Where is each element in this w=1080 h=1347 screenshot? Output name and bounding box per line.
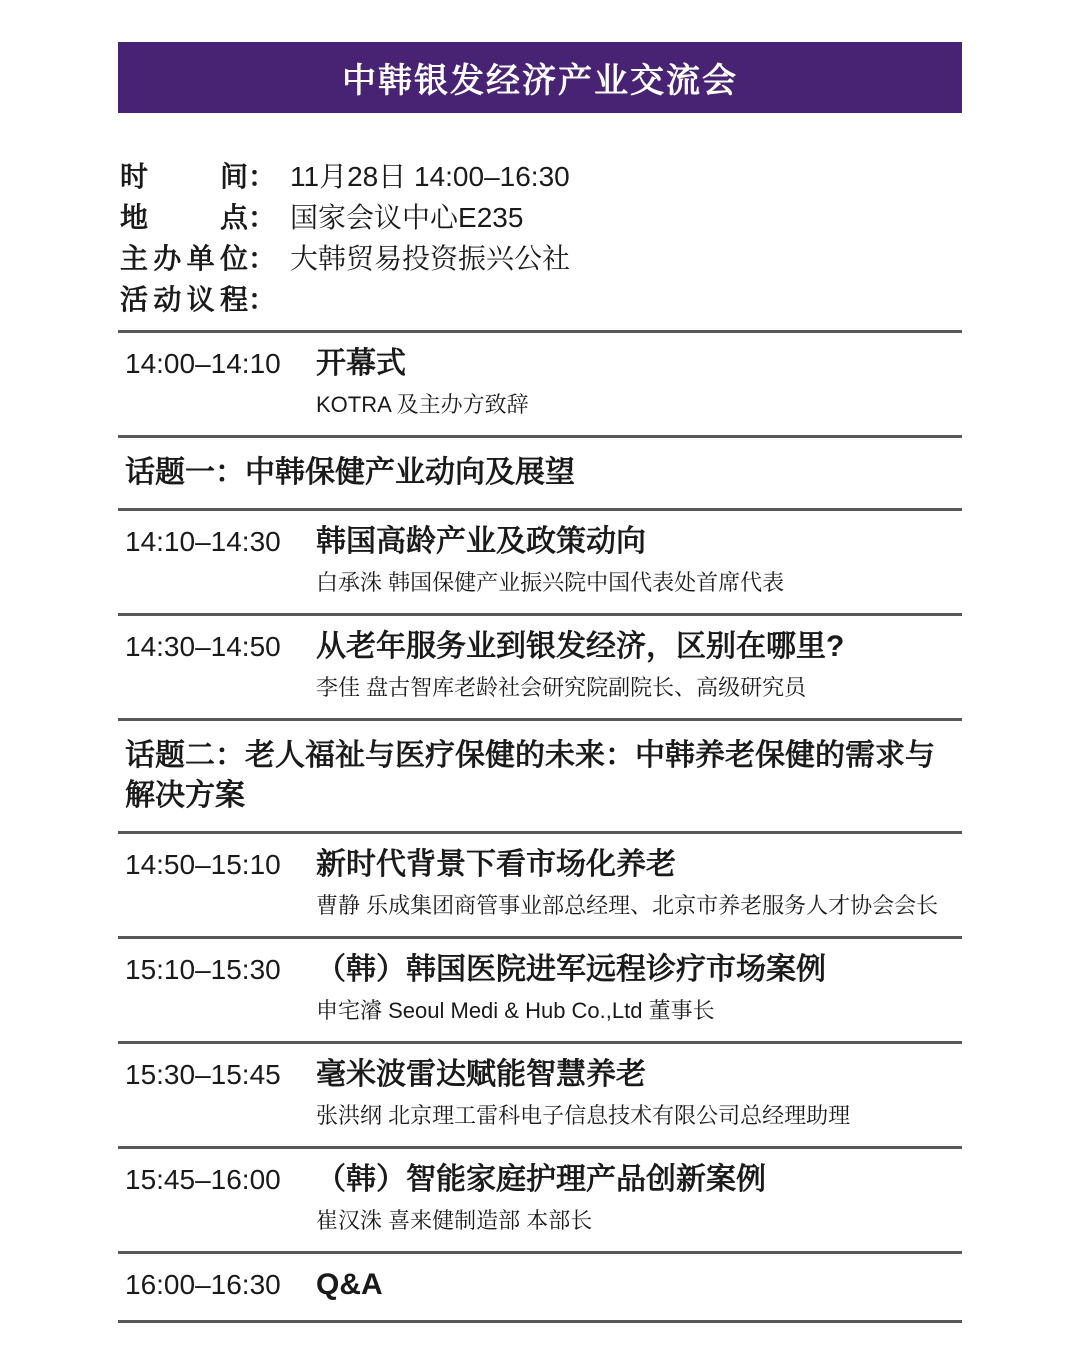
session-content xyxy=(316,1054,962,1132)
agenda-session-row xyxy=(118,330,962,435)
info-row xyxy=(120,195,962,236)
session-time: 15:30–15:45 xyxy=(125,1059,281,1090)
session-speaker: 曹静 乐成集团商管事业部总经理、北京市养老服务人才协会会长 xyxy=(316,893,939,918)
session-title: 韩国高龄产业及政策动向 xyxy=(316,525,646,558)
session-speaker: 白承洙 韩国保健产业振兴院中国代表处首席代表 xyxy=(316,570,785,595)
session-time: 14:50–15:10 xyxy=(125,849,281,880)
info-colon: ： xyxy=(248,283,277,315)
session-title: 新时代背景下看市场化养老 xyxy=(316,848,676,881)
agenda-session-row xyxy=(118,508,962,613)
session-time: 14:10–14:30 xyxy=(125,526,281,557)
agenda-list xyxy=(118,330,962,1323)
info-row xyxy=(120,236,962,277)
topic-title: 话题一：中韩保健产业动向及展望 xyxy=(125,456,575,489)
info-value: 国家会议中心E235 xyxy=(290,201,524,233)
header-banner xyxy=(118,42,962,113)
info-colon: ： xyxy=(248,160,277,192)
agenda-session-row xyxy=(118,613,962,718)
session-title: （韩）智能家庭护理产品创新案例 xyxy=(316,1163,766,1196)
session-title: （韩）韩国医院进军远程诊疗市场案例 xyxy=(316,953,826,986)
page-title: 中韩银发经济产业交流会 xyxy=(342,62,738,100)
session-time: 15:45–16:00 xyxy=(125,1164,281,1195)
session-content xyxy=(316,1159,962,1237)
session-title: Q&A xyxy=(316,1268,383,1301)
session-title: 从老年服务业到银发经济，区别在哪里? xyxy=(316,630,845,663)
info-label: 主办单位 xyxy=(120,242,248,274)
info-row xyxy=(120,277,962,318)
session-content xyxy=(316,626,962,704)
session-content xyxy=(316,844,962,922)
info-section xyxy=(120,154,962,318)
agenda-session-row xyxy=(118,1041,962,1146)
agenda-session-row xyxy=(118,1146,962,1251)
info-value: 11月28日 14:00–16:30 xyxy=(290,160,570,192)
info-label: 地点 xyxy=(120,201,248,233)
info-label: 活动议程 xyxy=(120,283,248,315)
session-content xyxy=(316,1264,962,1306)
session-speaker: 申宅濬 Seoul Medi & Hub Co.,Ltd 董事长 xyxy=(316,998,715,1023)
agenda-session-row xyxy=(118,1251,962,1320)
session-content xyxy=(316,949,962,1027)
info-colon: ： xyxy=(248,201,277,233)
info-value: 大韩贸易投资振兴公社 xyxy=(290,242,571,274)
session-speaker: 李佳 盘古智库老龄社会研究院副院长、高级研究员 xyxy=(316,675,807,700)
info-label: 时间 xyxy=(120,160,248,192)
agenda-session-row xyxy=(118,936,962,1041)
info-colon: ： xyxy=(248,242,277,274)
session-time: 15:10–15:30 xyxy=(125,954,281,985)
session-speaker: 崔汉洙 喜来健制造部 本部长 xyxy=(316,1208,593,1233)
session-content xyxy=(316,343,962,421)
session-time: 16:00–16:30 xyxy=(125,1269,281,1300)
session-time: 14:30–14:50 xyxy=(125,631,281,662)
session-content xyxy=(316,521,962,599)
topic-title: 话题二：老人福祉与医疗保健的未来：中韩养老保健的需求与解决方案 xyxy=(125,739,935,812)
session-title: 毫米波雷达赋能智慧养老 xyxy=(316,1058,646,1091)
session-title: 开幕式 xyxy=(316,347,406,380)
session-speaker: 张洪纲 北京理工雷科电子信息技术有限公司总经理助理 xyxy=(316,1103,851,1128)
agenda-topic-row xyxy=(118,718,962,831)
session-speaker: KOTRA 及主办方致辞 xyxy=(316,392,529,417)
info-row xyxy=(120,154,962,195)
session-time: 14:00–14:10 xyxy=(125,348,281,379)
agenda-topic-row xyxy=(118,435,962,508)
agenda-session-row xyxy=(118,831,962,936)
